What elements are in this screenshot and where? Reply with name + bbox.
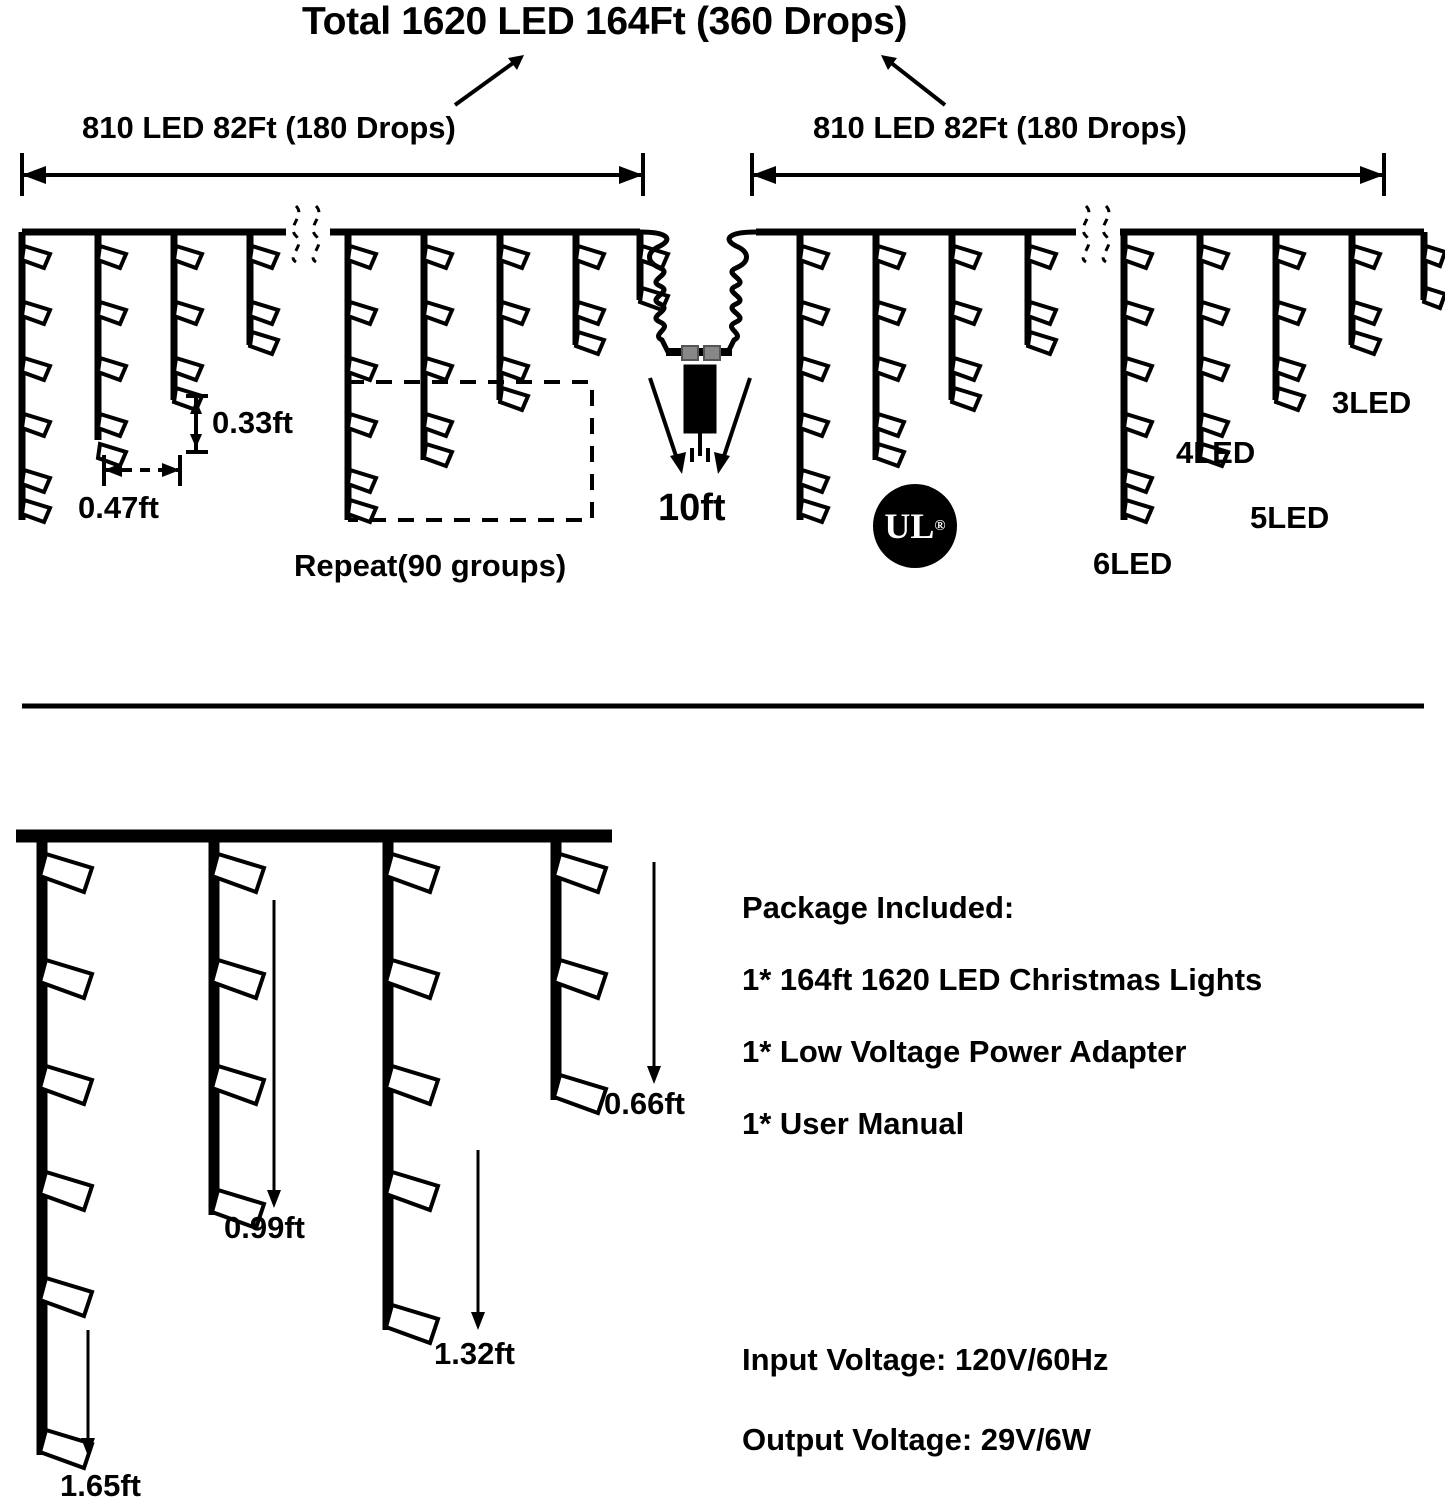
drop-label-4led: 4LED bbox=[1176, 435, 1256, 470]
bulb-spacing-label: 0.33ft bbox=[212, 405, 293, 440]
coiled-wire-right bbox=[728, 232, 756, 352]
ul-certification-icon bbox=[873, 484, 957, 568]
package-heading: Package Included: bbox=[742, 890, 1015, 925]
repeat-group-label: Repeat(90 groups) bbox=[294, 548, 567, 583]
package-item-3: 1* User Manual bbox=[742, 1106, 965, 1141]
right-segment-label: 810 LED 82Ft (180 Drops) bbox=[813, 110, 1187, 145]
drop-label-3led: 3LED bbox=[1332, 385, 1412, 420]
detail-length-066: 0.66ft bbox=[604, 1086, 685, 1121]
package-item-1: 1* 164ft 1620 LED Christmas Lights bbox=[742, 962, 1263, 997]
detail-length-132: 1.32ft bbox=[434, 1336, 515, 1371]
ul-badge-registered: ® bbox=[934, 517, 946, 534]
title-arrows bbox=[455, 55, 945, 105]
right-segment-dimension bbox=[752, 153, 1384, 196]
drop-label-6led: 6LED bbox=[1093, 546, 1173, 581]
detail-length-099: 0.99ft bbox=[224, 1210, 305, 1245]
output-voltage-label: Output Voltage: 29V/6W bbox=[742, 1422, 1092, 1457]
detail-measure-arrows bbox=[81, 862, 661, 1456]
ul-badge-text: UL bbox=[884, 506, 935, 546]
lead-wire-length-label: 10ft bbox=[658, 487, 726, 529]
package-item-2: 1* Low Voltage Power Adapter bbox=[742, 1034, 1187, 1069]
diagram-title: Total 1620 LED 164Ft (360 Drops) bbox=[302, 0, 908, 43]
drop-spacing-label: 0.47ft bbox=[78, 490, 159, 525]
left-segment-dimension bbox=[22, 153, 643, 196]
detail-length-165: 1.65ft bbox=[60, 1468, 141, 1503]
left-segment-label: 810 LED 82Ft (180 Drops) bbox=[82, 110, 456, 145]
repeat-group-box bbox=[348, 382, 592, 520]
input-voltage-label: Input Voltage: 120V/60Hz bbox=[742, 1342, 1109, 1377]
drop-label-5led: 5LED bbox=[1250, 500, 1330, 535]
